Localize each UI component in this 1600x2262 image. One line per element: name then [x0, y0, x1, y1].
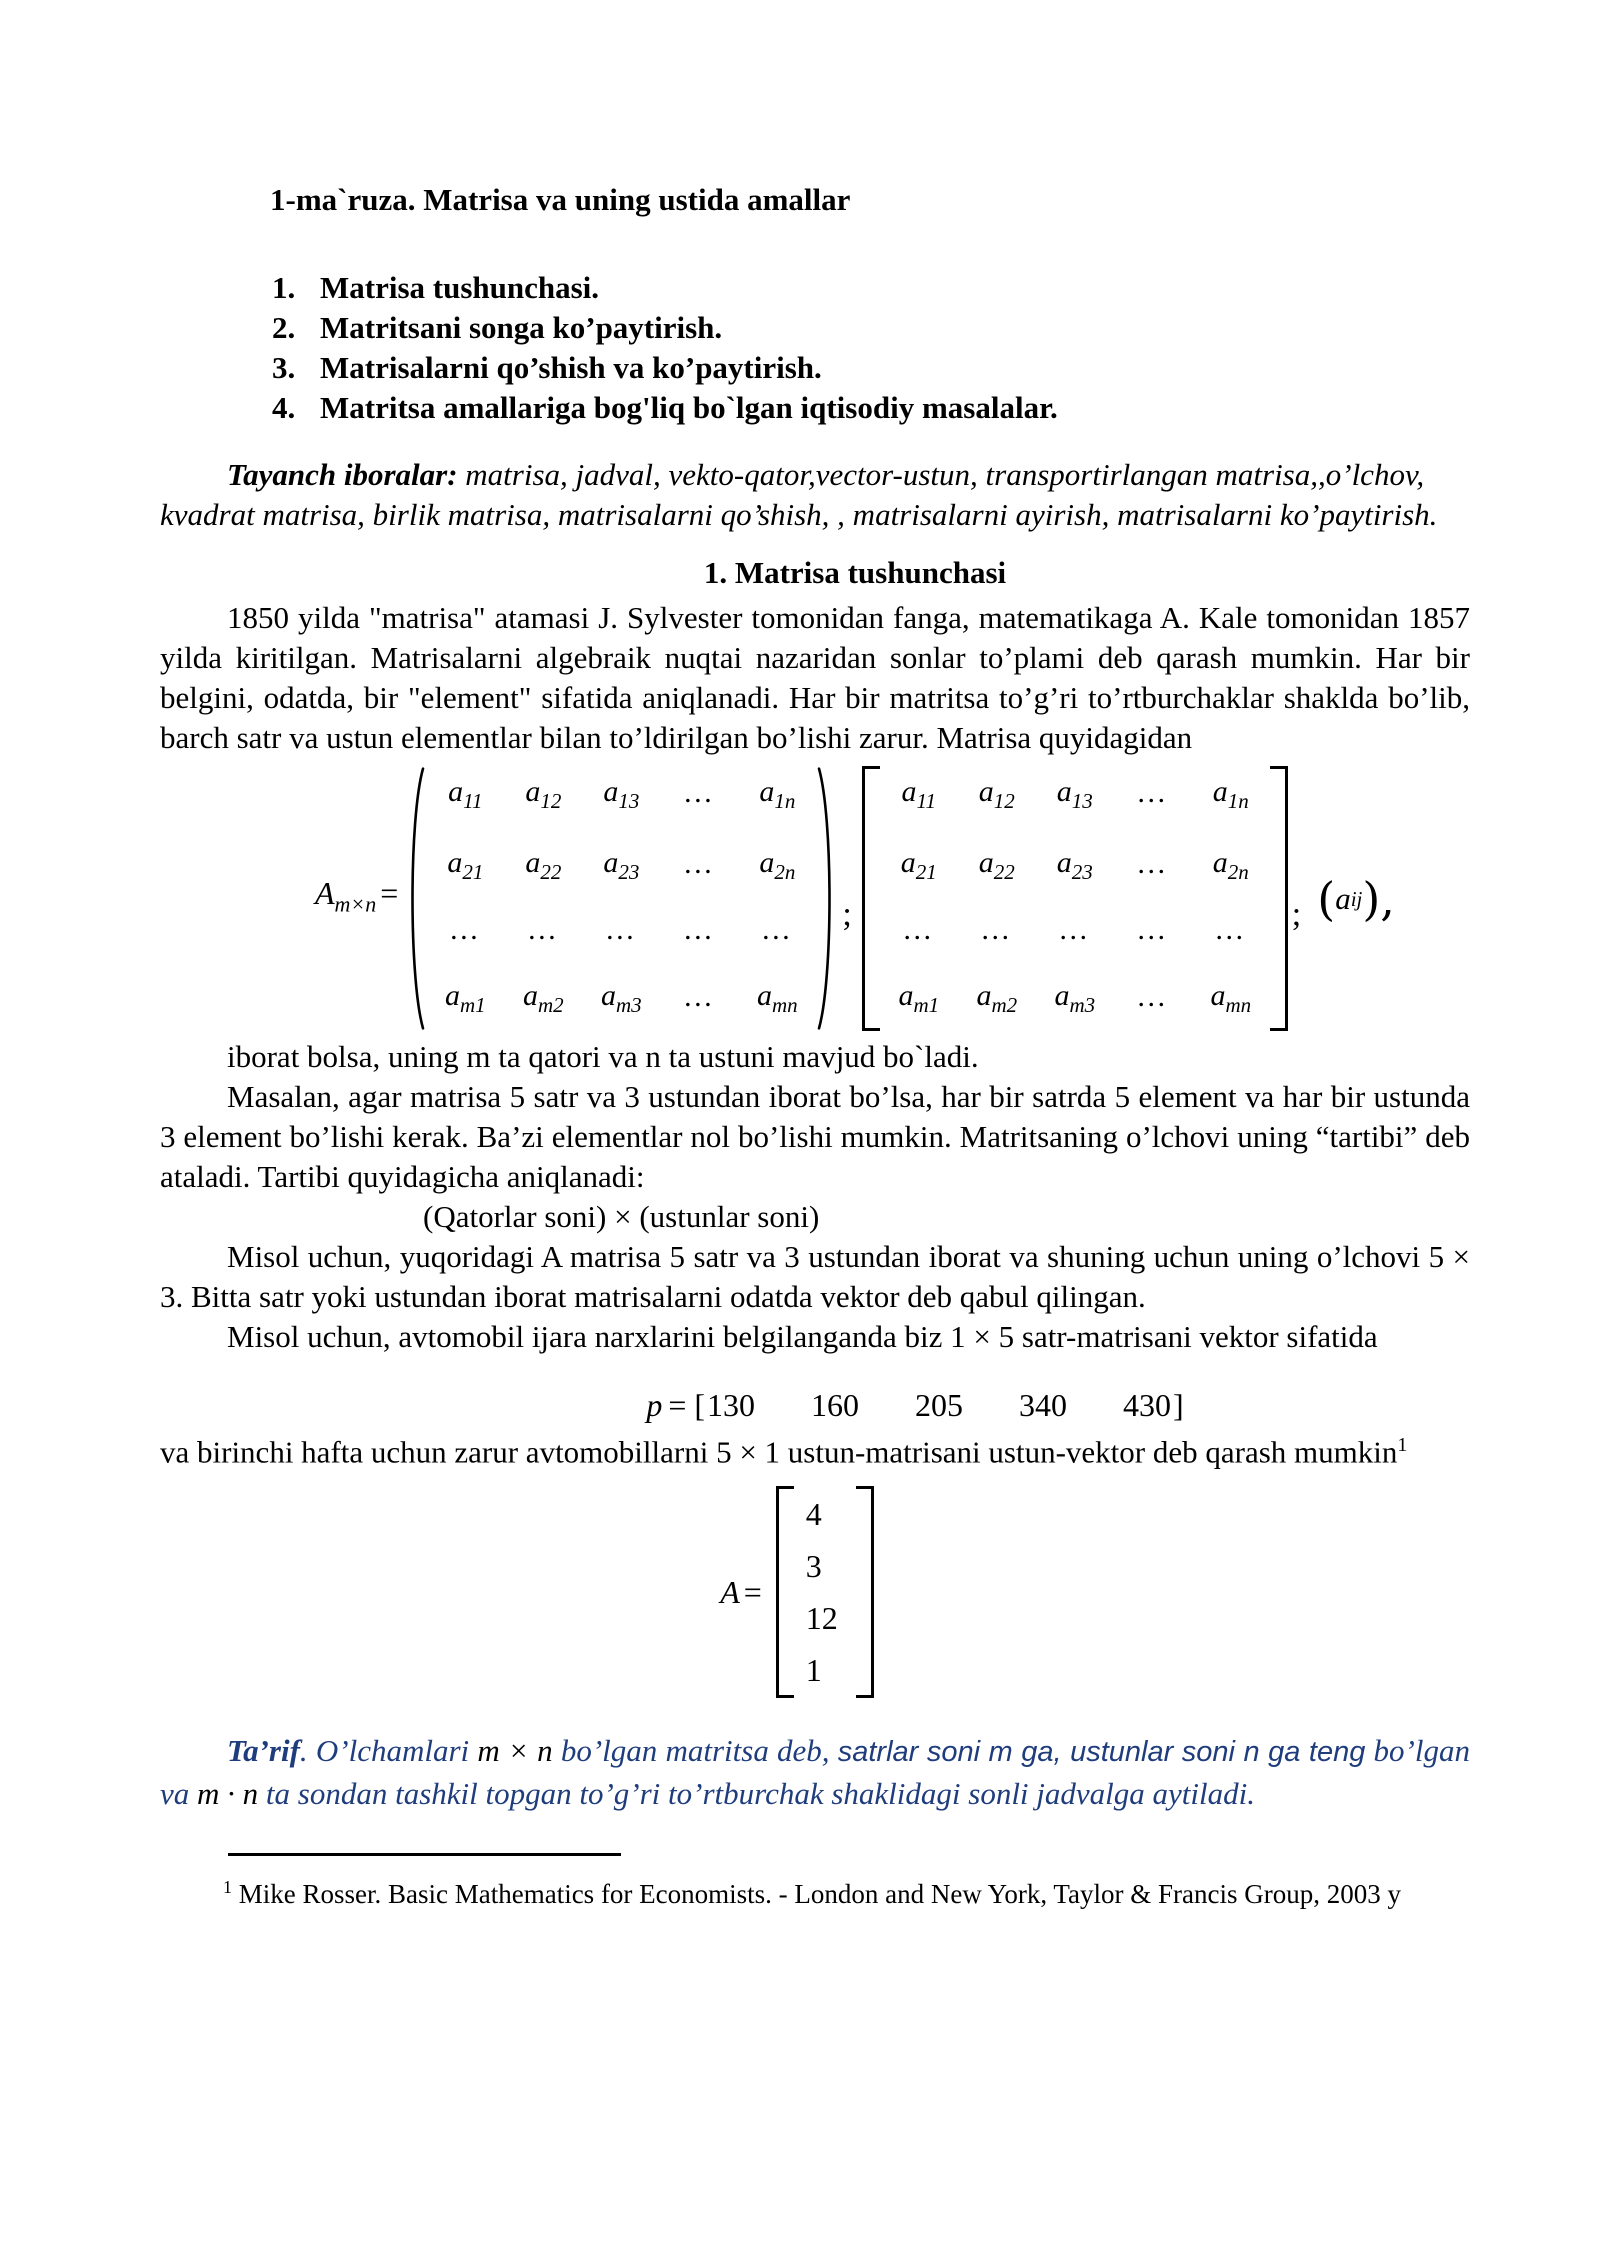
topic-number: 1.: [272, 270, 296, 305]
right-paren-icon: [816, 766, 838, 1031]
right-bracket-icon: ]: [1173, 1387, 1184, 1423]
topic-number: 2.: [272, 310, 296, 345]
keywords-paragraph: [160, 455, 1470, 535]
matrix-cell: …: [682, 846, 716, 880]
left-paren-icon: (: [1317, 871, 1336, 926]
matrix-cell: …: [682, 775, 716, 809]
matrix-cell: …: [1136, 913, 1170, 946]
keywords-text: matrisa, jadval, vekto-qator,vector-ustun, transportirlangan matrisa,,o’lchov, kvadrat matrisa, birlik matrisa, matrisalarni qo’shish, , matrisalarni ayirish, matrisalarni ko’paytirish.: [160, 457, 1438, 532]
matrix-cell: $a_{23}$: [603, 846, 640, 884]
left-bracket-icon: [776, 1486, 794, 1698]
left-bracket-icon: [862, 766, 880, 1031]
matrix-cell: $a_{21}$: [447, 846, 484, 884]
matrix-cell: $a_{2n}$: [759, 846, 796, 884]
matrix-cell: $a_{2n}$: [1212, 846, 1249, 884]
intro-paragraph: 1850 yilda "matrisa" atamasi J. Sylvester tomonidan fanga, matematikaga A. Kale tomonidan 1857 yilda kiritilgan. Matrisalarni algebraik nuqtai nazaridan sonlar to’plami deb qarash mumkin. Har bir belgini, odatda, bir "element" sifatida aniqlanadi. Har bir matritsa to’g’ri to’rtburchaklar shaklda bo’lib, barch satr va ustun elementlar bilan to’ldirilgan bo’lishi zarur. Matrisa quyidagidan: [160, 600, 1470, 755]
matrix-cell: …: [1136, 979, 1170, 1013]
matrix-cell: …: [760, 913, 794, 946]
footnote-number: 1: [223, 1877, 232, 1898]
row-vector-equation: [646, 1385, 1183, 1425]
matrix-cell: …: [1136, 846, 1170, 880]
matrix-cell: …: [1214, 913, 1248, 946]
matrix-cell: …: [448, 913, 482, 946]
column-vector-values: [794, 1486, 856, 1698]
matrix-cell: $a_{22}$: [525, 846, 562, 884]
topic-label: Matritsani songa ko’paytirish.: [320, 310, 723, 345]
equals-sign: =: [668, 1387, 687, 1423]
aij-symbol: a: [1335, 880, 1351, 916]
keywords-label: Tayanch iboralar:: [227, 457, 458, 492]
matrix-cell: …: [682, 979, 716, 1013]
matrix-cell: $a_{12}$: [525, 775, 562, 813]
row-vector-value: 430: [1123, 1387, 1172, 1423]
semicolon-separator: ;: [1291, 895, 1302, 933]
page-title: 1-ma`ruza. Matrisa va uning ustida amallar: [270, 182, 851, 217]
topic-list: [272, 268, 1470, 428]
topic-item: [272, 388, 1470, 428]
column-vector-value: 1: [805, 1652, 822, 1689]
misol-matrix-paragraph: Misol uchun, yuqoridagi A matrisa 5 satr va 3 ustundan iborat va shuning uchun uning o’lchovi 5 × 3. Bitta satr yoki ustundan iborat matrisalarni odatda vektor deb qabul qilingan.: [160, 1239, 1470, 1314]
order-formula: (Qatorlar soni) × (ustunlar soni): [423, 1199, 820, 1234]
matrix-cell: $a_{11}$: [901, 775, 936, 813]
right-bracket-icon: [1270, 766, 1288, 1031]
section-heading: 1. Matrisa tushunchasi: [703, 555, 1007, 590]
right-bracket-icon: [856, 1486, 874, 1698]
matrix-cell: $a_{23}$: [1056, 846, 1093, 884]
matrix-cell: $a_{m3}$: [1054, 979, 1096, 1017]
row-vector-value: 160: [811, 1387, 860, 1423]
footnote: [223, 1870, 1470, 1911]
matrix-cell: $a_{m3}$: [600, 979, 642, 1017]
matrix-cell: …: [1058, 913, 1092, 946]
definition-segment: . O’lchamlari: [299, 1733, 478, 1769]
matrix-cell: …: [902, 913, 936, 946]
equals-sign: =: [743, 1574, 762, 1611]
definition-segment: bo’lgan va: [160, 1733, 1470, 1812]
definition-paragraph: [160, 1730, 1470, 1815]
vector-a-symbol: A: [720, 1574, 740, 1611]
topic-label: Matrisalarni qo’shish va ko’paytirish.: [320, 350, 822, 385]
column-vector-equation: [720, 1486, 874, 1698]
row-vector-value: 205: [915, 1387, 964, 1423]
definition-segment: bo’lgan matritsa deb,: [560, 1733, 838, 1769]
matrix-equation: [315, 766, 1470, 1031]
semicolon-separator: ;: [842, 895, 852, 933]
matrix-cell: $a_{21}$: [900, 846, 937, 884]
right-paren-icon: ),: [1362, 871, 1395, 926]
matrix-cell: $a_{m2}$: [976, 979, 1018, 1017]
matrix-cell: …: [682, 913, 716, 946]
matrix-cell: $a_{13}$: [1056, 775, 1093, 813]
matrix-cell: $a_{22}$: [978, 846, 1015, 884]
vector-p-symbol: p: [646, 1387, 663, 1423]
topic-number: 3.: [272, 350, 296, 385]
matrix-symbol: A: [315, 874, 335, 911]
matrix-cell: $a_{13}$: [603, 775, 640, 813]
matrix-cell: $a_{1n}$: [759, 775, 796, 813]
matrix-cell: $a_{11}$: [448, 775, 483, 813]
vector-a-lhs: [720, 1572, 768, 1612]
week-text: va birinchi hafta uchun zarur avtomobillarni 5 × 1 ustun-matrisani ustun-vektor deb qarash mumkin: [160, 1434, 1398, 1470]
week-paragraph: [160, 1425, 1470, 1472]
definition-segment: Ta’rif: [227, 1733, 300, 1769]
topic-number: 4.: [272, 390, 296, 425]
masalan-paragraph: Masalan, agar matrisa 5 satr va 3 ustundan iborat bo’lsa, har bir satrda 5 element va har bir ustunda 3 element bo’lishi kerak. Ba’zi elementlar nol bo’lishi mumkin. Matritsaning o’lchovi uning “tartibi” deb ataladi. Tartibi quyidagicha aniqlanadi:: [160, 1079, 1470, 1194]
equals-sign: =: [380, 874, 399, 911]
matrix-cell: …: [980, 913, 1014, 946]
left-paren-icon: [404, 766, 426, 1031]
definition-segment: satrlar soni m ga, ustunlar soni n ga teng: [837, 1736, 1366, 1769]
misol-avto-paragraph: Misol uchun, avtomobil ijara narxlarini belgilanganda biz 1 × 5 satr-matrisani vektor sifatida: [227, 1319, 1378, 1354]
topic-item: [272, 348, 1470, 388]
matrix-cell: $a_{12}$: [978, 775, 1015, 813]
row-vector-value: 130: [707, 1387, 756, 1423]
matrix-cell: …: [526, 913, 560, 946]
definition-segment: m · n: [197, 1776, 266, 1812]
matrix-bracket-grid: [880, 766, 1270, 1031]
footnote-text: Mike Rosser. Basic Mathematics for Economists. - London and New York, Taylor & Francis Group, 2003 y: [232, 1879, 1401, 1910]
column-vector-value: 3: [805, 1548, 822, 1585]
matrix-cell: $a_{m2}$: [522, 979, 564, 1017]
matrix-cell: …: [1136, 775, 1170, 809]
footnote-ref: 1: [1397, 1434, 1408, 1456]
matrix-cell: $a_{m1}$: [444, 979, 486, 1017]
topic-label: Matritsa amallariga bog'liq bo`lgan iqtisodiy masalalar.: [320, 390, 1058, 425]
aij-subscript: ij: [1350, 886, 1363, 911]
matrix-dimension-subscript: m×n: [334, 891, 377, 917]
after-matrix-paragraph: iborat bolsa, uning m ta qatori va n ta ustuni mavjud bo`ladi.: [227, 1039, 979, 1074]
matrix-cell: $a_{mn}$: [756, 979, 798, 1017]
definition-segment: ta sondan tashkil topgan to’g’ri to’rtburchak shaklidagi sonli jadvalga aytiladi.: [265, 1776, 1255, 1812]
matrix-paren-grid: [426, 766, 816, 1031]
aij-notation: [1317, 871, 1395, 926]
row-vector-values: [707, 1385, 1171, 1425]
matrix-cell: $a_{m1}$: [898, 979, 940, 1017]
column-vector-value: 4: [805, 1496, 822, 1533]
definition-segment: m × n: [477, 1733, 561, 1769]
matrix-lhs: [315, 873, 404, 924]
matrix-cell: $a_{mn}$: [1210, 979, 1252, 1017]
column-vector-value: 12: [805, 1600, 838, 1637]
left-bracket-icon: [: [694, 1387, 706, 1423]
topic-label: Matrisa tushunchasi.: [320, 270, 600, 305]
matrix-cell: $a_{1n}$: [1212, 775, 1249, 813]
row-vector-value: 340: [1019, 1387, 1068, 1423]
matrix-bracket-form: [862, 766, 1288, 1031]
footnote-separator: [228, 1853, 621, 1856]
topic-item: [272, 268, 1470, 308]
topic-item: [272, 308, 1470, 348]
matrix-cell: …: [604, 913, 638, 946]
